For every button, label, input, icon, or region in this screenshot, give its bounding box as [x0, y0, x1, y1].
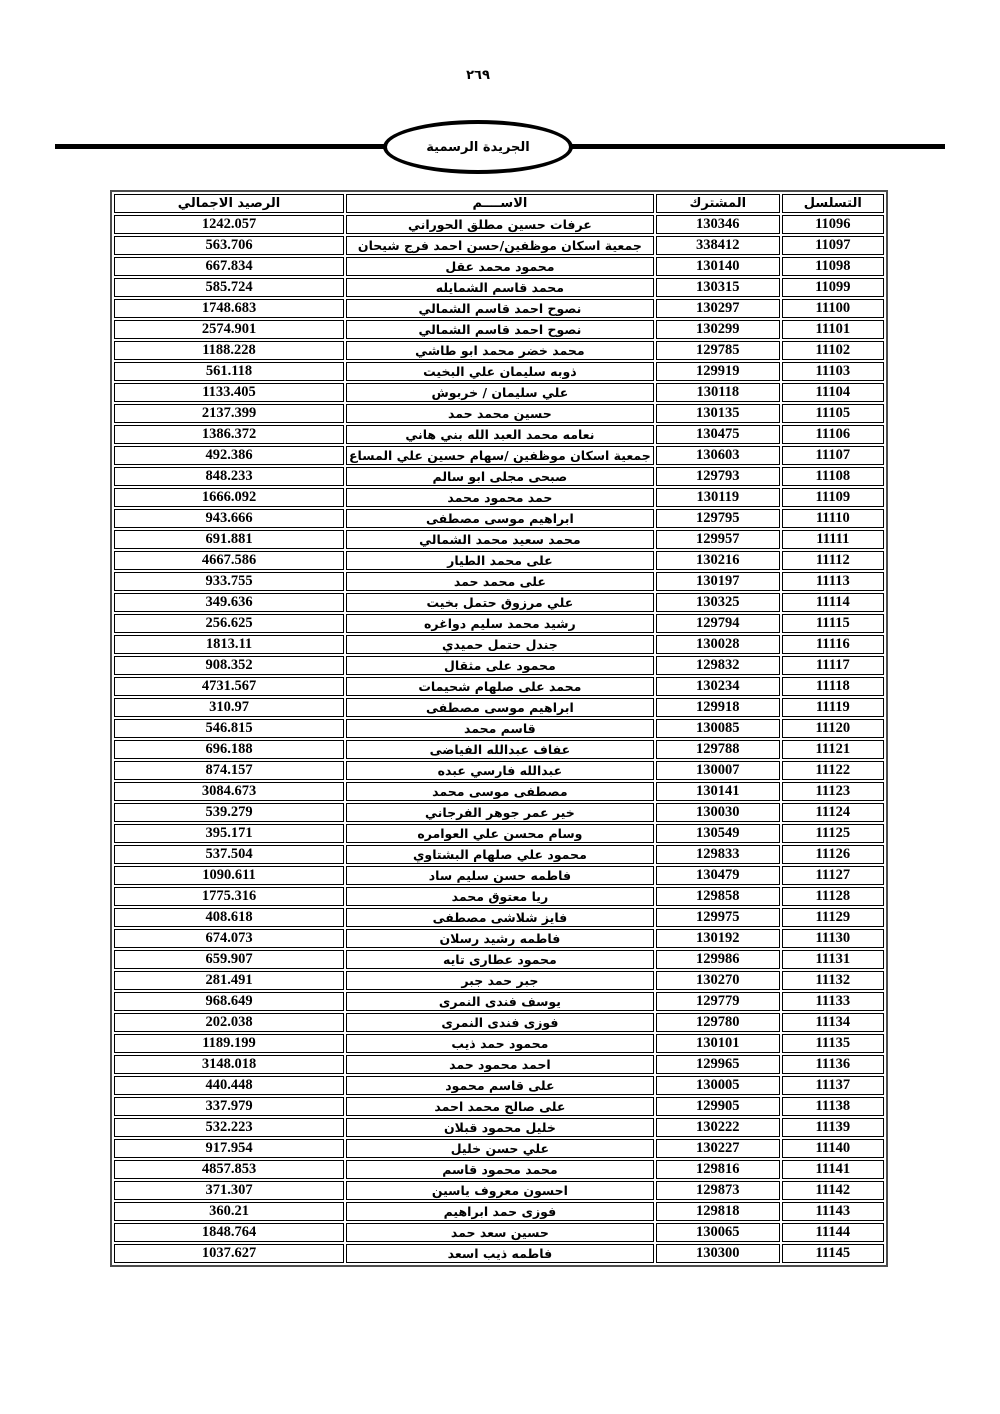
name-cell: محمد على صلهام شحيمات — [346, 677, 654, 696]
name-cell: ريا معتوق محمد — [346, 887, 654, 906]
subscriber-cell: 130222 — [656, 1118, 780, 1137]
name-cell: علي حسن خليل — [346, 1139, 654, 1158]
subscriber-cell: 130270 — [656, 971, 780, 990]
serial-cell: 11097 — [782, 236, 884, 255]
table-row — [114, 761, 884, 780]
subscriber-cell: 130299 — [656, 320, 780, 339]
subscriber-cell: 130141 — [656, 782, 780, 801]
subscriber-cell: 129816 — [656, 1160, 780, 1179]
serial-cell: 11099 — [782, 278, 884, 297]
subscriber-cell: 129918 — [656, 698, 780, 717]
serial-cell: 11142 — [782, 1181, 884, 1200]
balance-cell: 1775.316 — [114, 887, 344, 906]
balance-cell: 395.171 — [114, 824, 344, 843]
subscriber-cell: 130030 — [656, 803, 780, 822]
balance-cell: 532.223 — [114, 1118, 344, 1137]
name-cell: صبحى مجلى ابو سالم — [346, 467, 654, 486]
name-cell: محمود محمد عقل — [346, 257, 654, 276]
serial-cell: 11119 — [782, 698, 884, 717]
subscriber-cell: 130297 — [656, 299, 780, 318]
table-row — [114, 929, 884, 948]
balance-cell: 908.352 — [114, 656, 344, 675]
subscriber-cell: 129975 — [656, 908, 780, 927]
name-cell: محمود علي صلهام البشتاوي — [346, 845, 654, 864]
serial-cell: 11117 — [782, 656, 884, 675]
table-row — [114, 1055, 884, 1074]
table-row — [114, 299, 884, 318]
name-cell: فاطمه رشيد رسلان — [346, 929, 654, 948]
name-cell: وسام محسن علي العوامره — [346, 824, 654, 843]
ledger-table-container — [110, 190, 888, 1267]
name-column-header: الاســــم — [346, 194, 654, 213]
serial-cell: 11096 — [782, 215, 884, 234]
name-cell: قاسم محمد — [346, 719, 654, 738]
serial-cell: 11133 — [782, 992, 884, 1011]
serial-cell: 11136 — [782, 1055, 884, 1074]
name-cell: محمود حمد ذيب — [346, 1034, 654, 1053]
serial-cell: 11134 — [782, 1013, 884, 1032]
table-row — [114, 677, 884, 696]
balance-cell: 968.649 — [114, 992, 344, 1011]
name-cell: فوزى فندى النمرى — [346, 1013, 654, 1032]
subscriber-cell: 130028 — [656, 635, 780, 654]
serial-cell: 11111 — [782, 530, 884, 549]
balance-cell: 1037.627 — [114, 1244, 344, 1263]
serial-cell: 11140 — [782, 1139, 884, 1158]
table-row — [114, 488, 884, 507]
serial-cell: 11124 — [782, 803, 884, 822]
serial-cell: 11129 — [782, 908, 884, 927]
subscriber-cell: 130140 — [656, 257, 780, 276]
balance-cell: 561.118 — [114, 362, 344, 381]
name-cell: ابراهيم موسى مصطفى — [346, 509, 654, 528]
balance-cell: 1090.611 — [114, 866, 344, 885]
table-row — [114, 1181, 884, 1200]
table-row — [114, 635, 884, 654]
serial-cell: 11137 — [782, 1076, 884, 1095]
subscriber-cell: 130315 — [656, 278, 780, 297]
table-row — [114, 530, 884, 549]
serial-cell: 11108 — [782, 467, 884, 486]
balance-cell: 674.073 — [114, 929, 344, 948]
name-cell: حسين سعد حمد — [346, 1223, 654, 1242]
table-row — [114, 1202, 884, 1221]
serial-cell: 11125 — [782, 824, 884, 843]
table-row — [114, 467, 884, 486]
serial-cell: 11132 — [782, 971, 884, 990]
balance-cell: 4857.853 — [114, 1160, 344, 1179]
subscriber-cell: 338412 — [656, 236, 780, 255]
name-cell: على محمد حمد — [346, 572, 654, 591]
table-row — [114, 446, 884, 465]
table-row — [114, 845, 884, 864]
name-cell: جندل حتمل حميدي — [346, 635, 654, 654]
serial-cell: 11102 — [782, 341, 884, 360]
table-row — [114, 362, 884, 381]
balance-cell: 371.307 — [114, 1181, 344, 1200]
name-cell: مصطفى موسى محمد — [346, 782, 654, 801]
table-row — [114, 866, 884, 885]
table-row — [114, 257, 884, 276]
balance-cell: 202.038 — [114, 1013, 344, 1032]
name-cell: محمود على مثقال — [346, 656, 654, 675]
table-row — [114, 551, 884, 570]
balance-cell: 874.157 — [114, 761, 344, 780]
gazette-title: الجريدة الرسمية — [426, 139, 530, 155]
name-cell: جمعية اسكان موظفين /سهام حسين علي المساع — [346, 446, 654, 465]
balance-cell: 943.666 — [114, 509, 344, 528]
balance-cell: 848.233 — [114, 467, 344, 486]
subscriber-cell: 130192 — [656, 929, 780, 948]
subscriber-cell: 129794 — [656, 614, 780, 633]
serial-cell: 11114 — [782, 593, 884, 612]
subscriber-cell: 129986 — [656, 950, 780, 969]
balance-cell: 1813.11 — [114, 635, 344, 654]
name-cell: على قاسم محمود — [346, 1076, 654, 1095]
table-row — [114, 908, 884, 927]
serial-cell: 11116 — [782, 635, 884, 654]
table-row — [114, 341, 884, 360]
balance-cell: 2137.399 — [114, 404, 344, 423]
ledger-table-head — [114, 194, 884, 213]
serial-cell: 11144 — [782, 1223, 884, 1242]
serial-cell: 11098 — [782, 257, 884, 276]
balance-cell: 408.618 — [114, 908, 344, 927]
name-cell: فايز شلاشى مصطفى — [346, 908, 654, 927]
balance-cell: 310.97 — [114, 698, 344, 717]
serial-cell: 11126 — [782, 845, 884, 864]
subscriber-cell: 130216 — [656, 551, 780, 570]
name-cell: جمعية اسكان موظفين/حسن احمد فرج شيحان — [346, 236, 654, 255]
name-cell: نعامه محمد العبد الله بني هاني — [346, 425, 654, 444]
serial-cell: 11127 — [782, 866, 884, 885]
name-cell: عبدالله فارسي عبده — [346, 761, 654, 780]
table-row — [114, 236, 884, 255]
subscriber-column-header: المشترك — [656, 194, 780, 213]
serial-cell: 11106 — [782, 425, 884, 444]
balance-cell: 360.21 — [114, 1202, 344, 1221]
balance-cell: 917.954 — [114, 1139, 344, 1158]
serial-cell: 11113 — [782, 572, 884, 591]
balance-cell: 1242.057 — [114, 215, 344, 234]
table-row — [114, 215, 884, 234]
table-row — [114, 1034, 884, 1053]
balance-cell: 1748.683 — [114, 299, 344, 318]
serial-cell: 11131 — [782, 950, 884, 969]
table-row — [114, 425, 884, 444]
table-row — [114, 992, 884, 1011]
name-cell: خير عمر جوهر الفرجاني — [346, 803, 654, 822]
subscriber-cell: 129818 — [656, 1202, 780, 1221]
subscriber-cell: 130475 — [656, 425, 780, 444]
subscriber-cell: 130197 — [656, 572, 780, 591]
subscriber-cell: 129833 — [656, 845, 780, 864]
name-cell: محمد خضر محمد ابو طاشي — [346, 341, 654, 360]
name-cell: احسون معروف ياسين — [346, 1181, 654, 1200]
subscriber-cell: 129788 — [656, 740, 780, 759]
table-row — [114, 824, 884, 843]
balance-cell: 1188.228 — [114, 341, 344, 360]
serial-cell: 11110 — [782, 509, 884, 528]
serial-column-header: التسلسل — [782, 194, 884, 213]
balance-cell: 281.491 — [114, 971, 344, 990]
balance-cell: 1386.372 — [114, 425, 344, 444]
subscriber-cell: 129905 — [656, 1097, 780, 1116]
serial-cell: 11138 — [782, 1097, 884, 1116]
balance-cell: 2574.901 — [114, 320, 344, 339]
serial-cell: 11123 — [782, 782, 884, 801]
subscriber-cell: 130549 — [656, 824, 780, 843]
name-cell: على محمد الطيار — [346, 551, 654, 570]
serial-cell: 11120 — [782, 719, 884, 738]
table-row — [114, 278, 884, 297]
name-cell: علي مرزوق حتمل بخيت — [346, 593, 654, 612]
subscriber-cell: 129957 — [656, 530, 780, 549]
name-cell: محمد قاسم الشمايله — [346, 278, 654, 297]
name-cell: ذوبه سليمان علي البخيت — [346, 362, 654, 381]
balance-cell: 349.636 — [114, 593, 344, 612]
table-row — [114, 593, 884, 612]
gazette-banner — [0, 119, 1000, 177]
subscriber-cell: 130101 — [656, 1034, 780, 1053]
table-row — [114, 1013, 884, 1032]
serial-cell: 11101 — [782, 320, 884, 339]
serial-cell: 11115 — [782, 614, 884, 633]
balance-cell: 492.386 — [114, 446, 344, 465]
table-row — [114, 1118, 884, 1137]
table-row — [114, 971, 884, 990]
name-cell: احمد محمود حمد — [346, 1055, 654, 1074]
serial-cell: 11135 — [782, 1034, 884, 1053]
serial-cell: 11104 — [782, 383, 884, 402]
balance-cell: 537.504 — [114, 845, 344, 864]
ledger-table — [110, 190, 888, 1267]
subscriber-cell: 130119 — [656, 488, 780, 507]
balance-cell: 3148.018 — [114, 1055, 344, 1074]
balance-cell: 933.755 — [114, 572, 344, 591]
serial-cell: 11143 — [782, 1202, 884, 1221]
name-cell: محمد محمود قاسم — [346, 1160, 654, 1179]
table-row — [114, 656, 884, 675]
table-row — [114, 803, 884, 822]
name-cell: نصوح احمد قاسم الشمالي — [346, 299, 654, 318]
balance-cell: 1848.764 — [114, 1223, 344, 1242]
subscriber-cell: 129780 — [656, 1013, 780, 1032]
subscriber-cell: 129965 — [656, 1055, 780, 1074]
serial-cell: 11112 — [782, 551, 884, 570]
name-cell: ابراهيم موسى مصطفى — [346, 698, 654, 717]
subscriber-cell: 130118 — [656, 383, 780, 402]
table-row — [114, 572, 884, 591]
table-row — [114, 404, 884, 423]
table-row — [114, 1244, 884, 1263]
gazette-title-oval — [383, 120, 573, 174]
subscriber-cell: 130603 — [656, 446, 780, 465]
serial-cell: 11105 — [782, 404, 884, 423]
balance-cell: 539.279 — [114, 803, 344, 822]
name-cell: حسين محمد حمد — [346, 404, 654, 423]
name-cell: محمود عطارى تايه — [346, 950, 654, 969]
name-cell: خليل محمود قبلان — [346, 1118, 654, 1137]
subscriber-cell: 129793 — [656, 467, 780, 486]
name-cell: نصوح احمد قاسم الشمالي — [346, 320, 654, 339]
name-cell: يوسف فندى النمرى — [346, 992, 654, 1011]
subscriber-cell: 130234 — [656, 677, 780, 696]
balance-cell: 659.907 — [114, 950, 344, 969]
balance-cell: 667.834 — [114, 257, 344, 276]
balance-cell: 1189.199 — [114, 1034, 344, 1053]
name-cell: علي سليمان / خربوش — [346, 383, 654, 402]
subscriber-cell: 130007 — [656, 761, 780, 780]
name-cell: فاطمه ذيب اسعد — [346, 1244, 654, 1263]
name-cell: رشيد محمد سليم دواغره — [346, 614, 654, 633]
balance-column-header: الرصيد الاجمالي — [114, 194, 344, 213]
serial-cell: 11145 — [782, 1244, 884, 1263]
serial-cell: 11130 — [782, 929, 884, 948]
balance-cell: 1133.405 — [114, 383, 344, 402]
name-cell: عرفات حسين مطلق الحوراني — [346, 215, 654, 234]
balance-cell: 3084.673 — [114, 782, 344, 801]
serial-cell: 11103 — [782, 362, 884, 381]
balance-cell: 4667.586 — [114, 551, 344, 570]
subscriber-cell: 130085 — [656, 719, 780, 738]
subscriber-cell: 130346 — [656, 215, 780, 234]
subscriber-cell: 129795 — [656, 509, 780, 528]
balance-cell: 256.625 — [114, 614, 344, 633]
table-row — [114, 320, 884, 339]
name-cell: حمد محمود محمد — [346, 488, 654, 507]
serial-cell: 11109 — [782, 488, 884, 507]
serial-cell: 11100 — [782, 299, 884, 318]
subscriber-cell: 130300 — [656, 1244, 780, 1263]
subscriber-cell: 130065 — [656, 1223, 780, 1242]
name-cell: فوزى حمد ابراهيم — [346, 1202, 654, 1221]
table-row — [114, 698, 884, 717]
subscriber-cell: 130479 — [656, 866, 780, 885]
subscriber-cell: 130227 — [656, 1139, 780, 1158]
subscriber-cell: 129832 — [656, 656, 780, 675]
balance-cell: 585.724 — [114, 278, 344, 297]
table-row — [114, 1097, 884, 1116]
header-row — [114, 194, 884, 213]
serial-cell: 11118 — [782, 677, 884, 696]
balance-cell: 546.815 — [114, 719, 344, 738]
balance-cell: 4731.567 — [114, 677, 344, 696]
table-row — [114, 1076, 884, 1095]
serial-cell: 11128 — [782, 887, 884, 906]
subscriber-cell: 130005 — [656, 1076, 780, 1095]
subscriber-cell: 129858 — [656, 887, 780, 906]
balance-cell: 1666.092 — [114, 488, 344, 507]
subscriber-cell: 129779 — [656, 992, 780, 1011]
table-row — [114, 1160, 884, 1179]
balance-cell: 563.706 — [114, 236, 344, 255]
table-row — [114, 1223, 884, 1242]
serial-cell: 11141 — [782, 1160, 884, 1179]
table-row — [114, 782, 884, 801]
table-row — [114, 887, 884, 906]
subscriber-cell: 129785 — [656, 341, 780, 360]
table-row — [114, 719, 884, 738]
table-row — [114, 383, 884, 402]
subscriber-cell: 130325 — [656, 593, 780, 612]
balance-cell: 691.881 — [114, 530, 344, 549]
table-row — [114, 614, 884, 633]
name-cell: محمد سعيد محمد الشمالي — [346, 530, 654, 549]
serial-cell: 11107 — [782, 446, 884, 465]
table-row — [114, 740, 884, 759]
subscriber-cell: 129873 — [656, 1181, 780, 1200]
balance-cell: 337.979 — [114, 1097, 344, 1116]
serial-cell: 11139 — [782, 1118, 884, 1137]
name-cell: على صالح محمد احمد — [346, 1097, 654, 1116]
serial-cell: 11122 — [782, 761, 884, 780]
subscriber-cell: 130135 — [656, 404, 780, 423]
name-cell: عفاف عبدالله الفياضى — [346, 740, 654, 759]
balance-cell: 440.448 — [114, 1076, 344, 1095]
table-row — [114, 950, 884, 969]
table-row — [114, 509, 884, 528]
ledger-table-body — [114, 215, 884, 1263]
page-number: ٢٦٩ — [466, 68, 490, 83]
balance-cell: 696.188 — [114, 740, 344, 759]
subscriber-cell: 129919 — [656, 362, 780, 381]
serial-cell: 11121 — [782, 740, 884, 759]
name-cell: جبر حمد جبر — [346, 971, 654, 990]
table-row — [114, 1139, 884, 1158]
name-cell: فاطمه حسن سليم ساد — [346, 866, 654, 885]
